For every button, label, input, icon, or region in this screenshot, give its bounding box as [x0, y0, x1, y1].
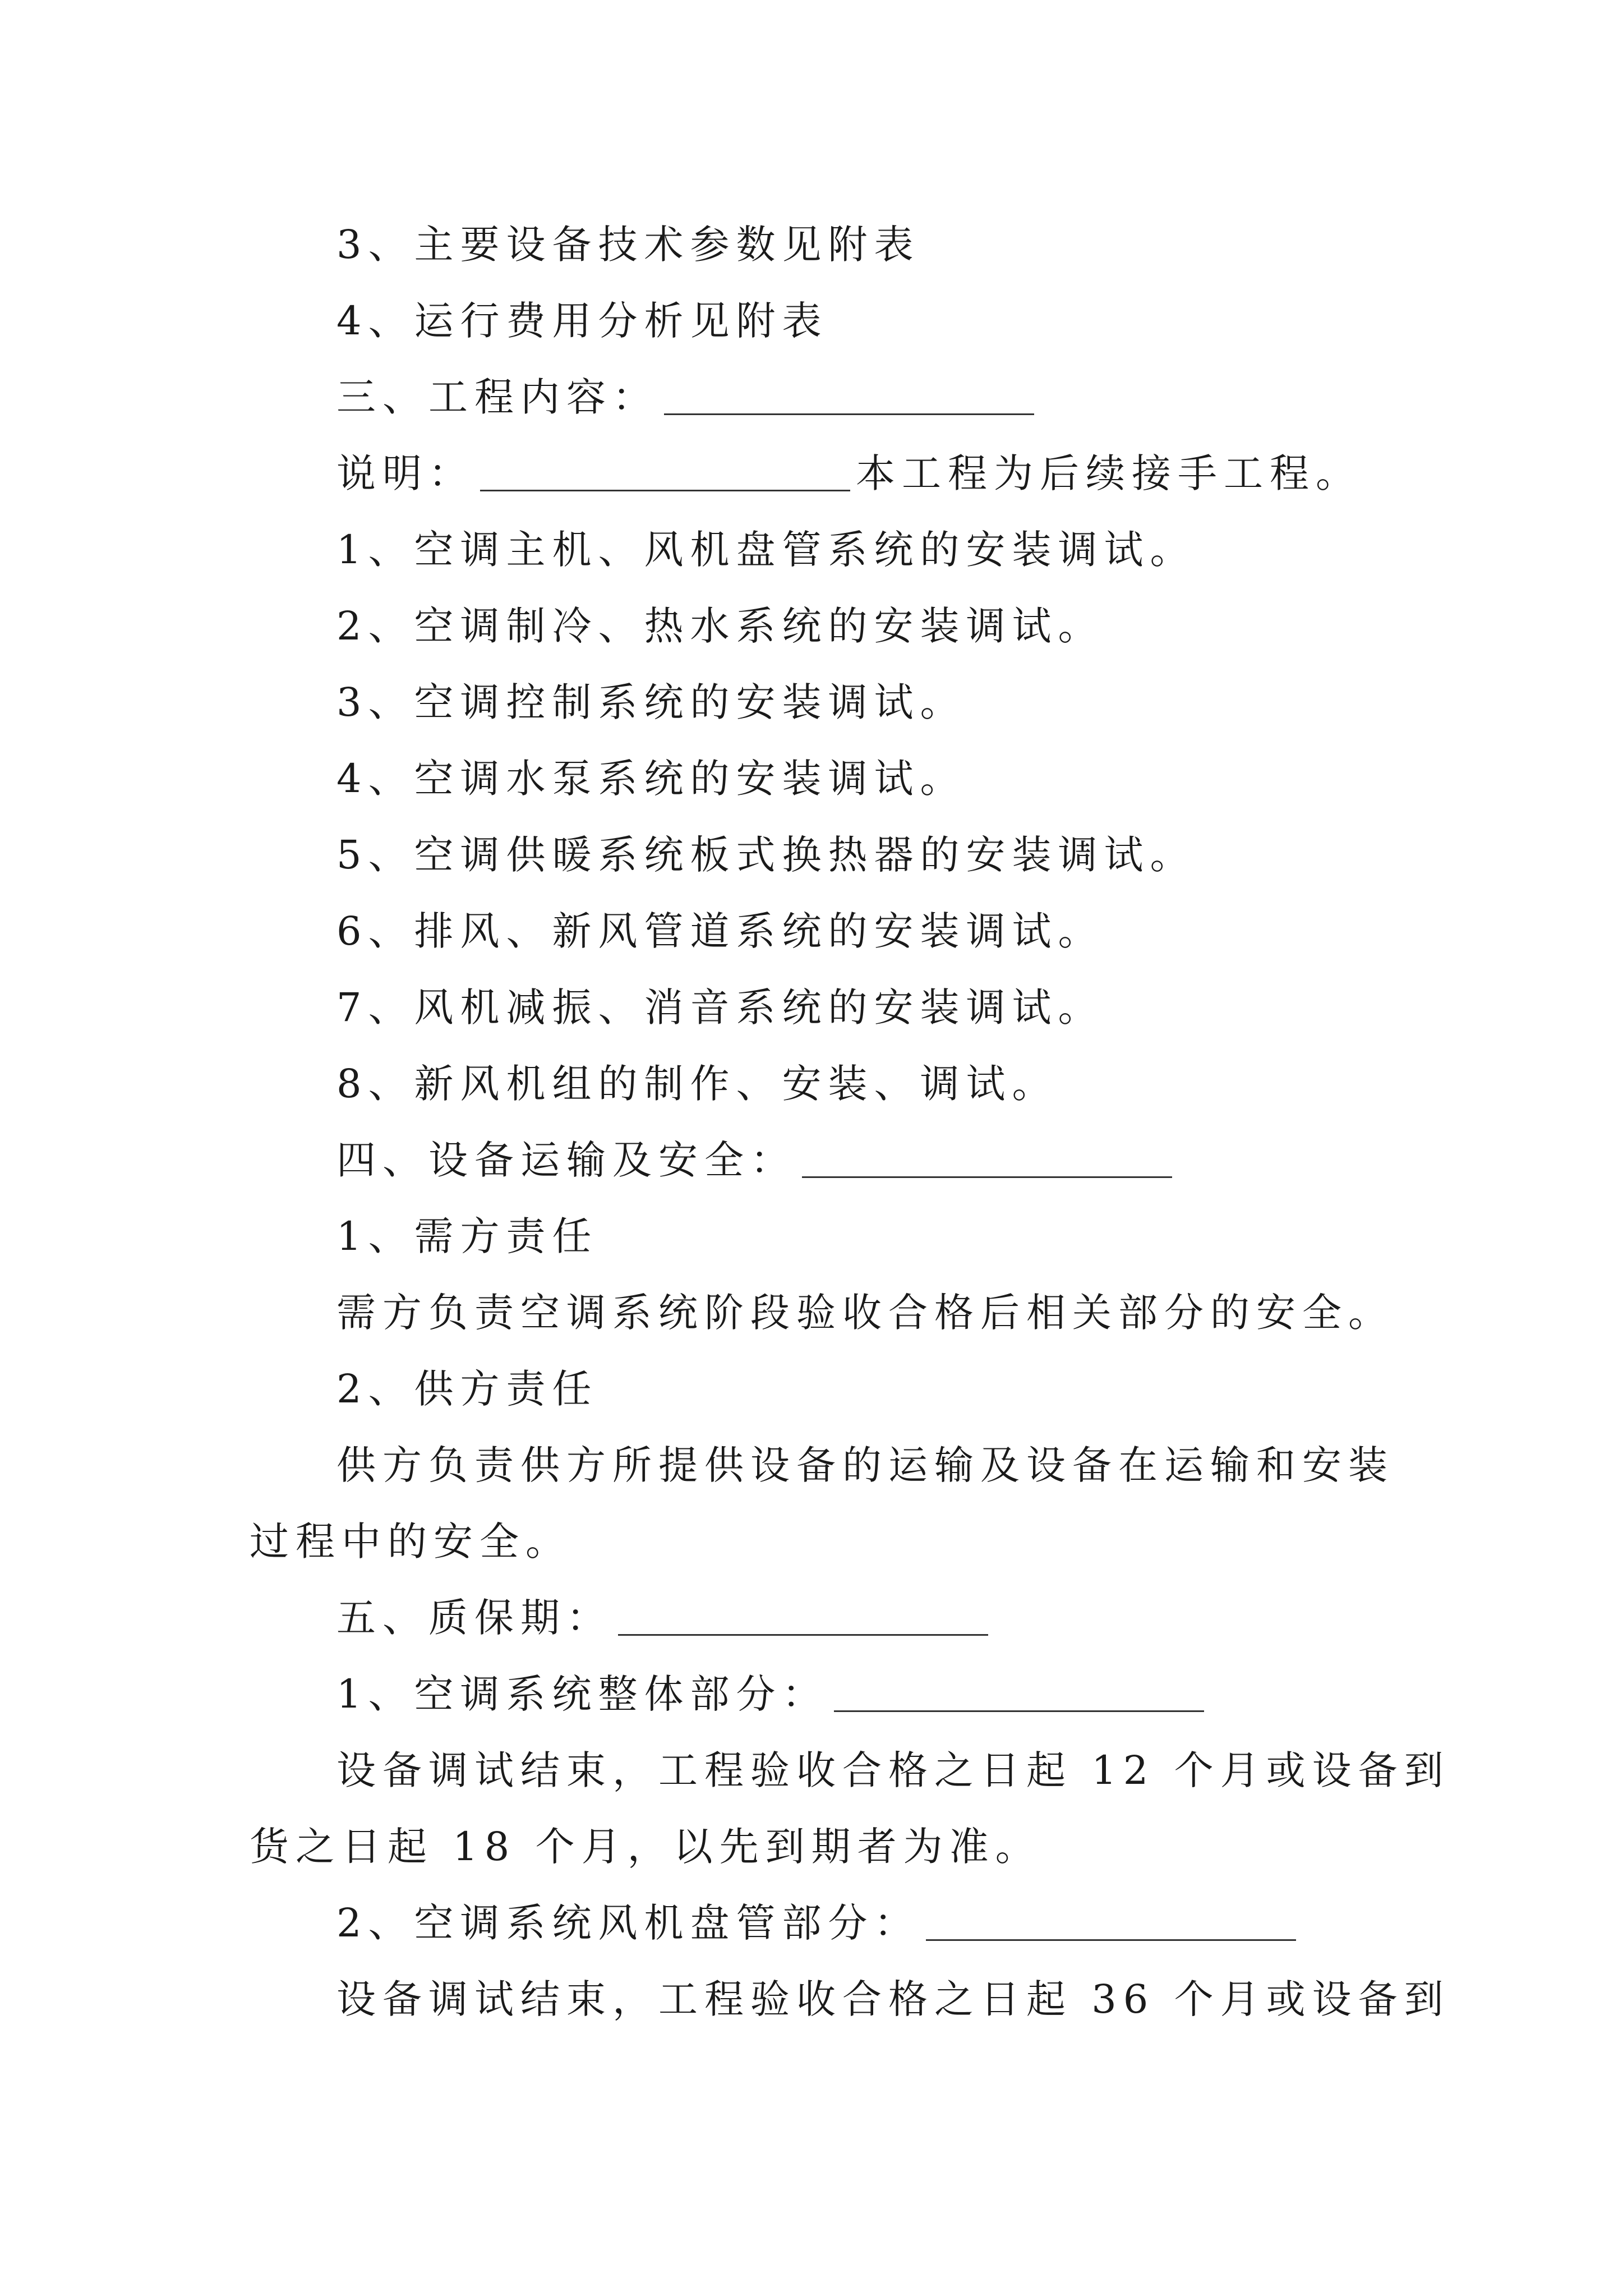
paragraph-text: 需方负责空调系统阶段验收合格后相关部分的安全。: [336, 1290, 1394, 1336]
line-text: 1、空调系统整体部分：: [336, 1671, 828, 1717]
paragraph: [250, 1961, 1450, 2037]
paragraph: [250, 1732, 1450, 1809]
list-item: [250, 817, 1391, 893]
list-item: [250, 588, 1391, 664]
list-item: [250, 893, 1391, 969]
fill-in-blank[interactable]: [834, 1708, 1204, 1712]
section-heading-scope: [250, 359, 1391, 435]
line-text: 4、运行费用分析见附表: [336, 298, 828, 344]
list-item-params: [250, 206, 1391, 283]
list-item: [250, 1046, 1391, 1122]
line-text: 6、排风、新风管道系统的安装调试。: [336, 908, 1104, 954]
note-label: 说明：: [336, 450, 474, 496]
paragraph-text: 货之日起 18 个月，以先到期者为准。: [250, 1824, 1041, 1870]
list-item: [250, 664, 1391, 740]
fill-in-blank[interactable]: [802, 1174, 1172, 1178]
list-item: [250, 969, 1391, 1046]
paragraph-text: 设备调试结束，工程验收合格之日起 36 个月或设备到: [336, 1976, 1450, 2022]
line-text: 4、空调水泵系统的安装调试。: [336, 756, 966, 802]
list-item: [250, 1885, 1391, 1961]
paragraph-text: 过程中的安全。: [250, 1519, 571, 1565]
list-item-cost: [250, 283, 1391, 359]
paragraph-continuation: [250, 1503, 1391, 1580]
line-text: 2、供方责任: [336, 1366, 598, 1412]
heading-text: 四、设备运输及安全：: [336, 1137, 796, 1183]
paragraph: [250, 1427, 1394, 1503]
fill-in-blank[interactable]: [664, 411, 1034, 415]
fill-in-blank[interactable]: [926, 1937, 1296, 1941]
paragraph-continuation: [250, 1809, 1391, 1885]
paragraph: [250, 1274, 1394, 1351]
heading-text: 三、工程内容：: [336, 374, 658, 420]
line-text: 8、新风机组的制作、安装、调试。: [336, 1061, 1058, 1107]
line-text: 2、空调制冷、热水系统的安装调试。: [336, 603, 1104, 649]
list-item: [250, 512, 1391, 588]
paragraph-text: 供方负责供方所提供设备的运输及设备在运输和安装: [336, 1442, 1394, 1488]
section-heading-transport: [250, 1122, 1391, 1198]
section-heading-warranty: [250, 1580, 1391, 1656]
list-item: [250, 1198, 1391, 1274]
note-line: [250, 435, 1391, 512]
line-text: 3、主要设备技术参数见附表: [336, 222, 920, 268]
list-item: [250, 1351, 1391, 1427]
fill-in-blank[interactable]: [480, 487, 850, 491]
line-text: 3、空调控制系统的安装调试。: [336, 679, 966, 725]
paragraph-text: 设备调试结束，工程验收合格之日起 12 个月或设备到: [336, 1747, 1450, 1793]
line-text: 2、空调系统风机盘管部分：: [336, 1900, 920, 1946]
note-text: 本工程为后续接手工程。: [856, 450, 1362, 496]
line-text: 5、空调供暖系统板式换热器的安装调试。: [336, 832, 1196, 878]
line-text: 1、空调主机、风机盘管系统的安装调试。: [336, 527, 1196, 573]
list-item: [250, 740, 1391, 817]
line-text: 1、需方责任: [336, 1213, 598, 1259]
heading-text: 五、质保期：: [336, 1595, 612, 1641]
list-item: [250, 1656, 1391, 1732]
line-text: 7、风机减振、消音系统的安装调试。: [336, 984, 1104, 1030]
fill-in-blank[interactable]: [618, 1632, 988, 1636]
